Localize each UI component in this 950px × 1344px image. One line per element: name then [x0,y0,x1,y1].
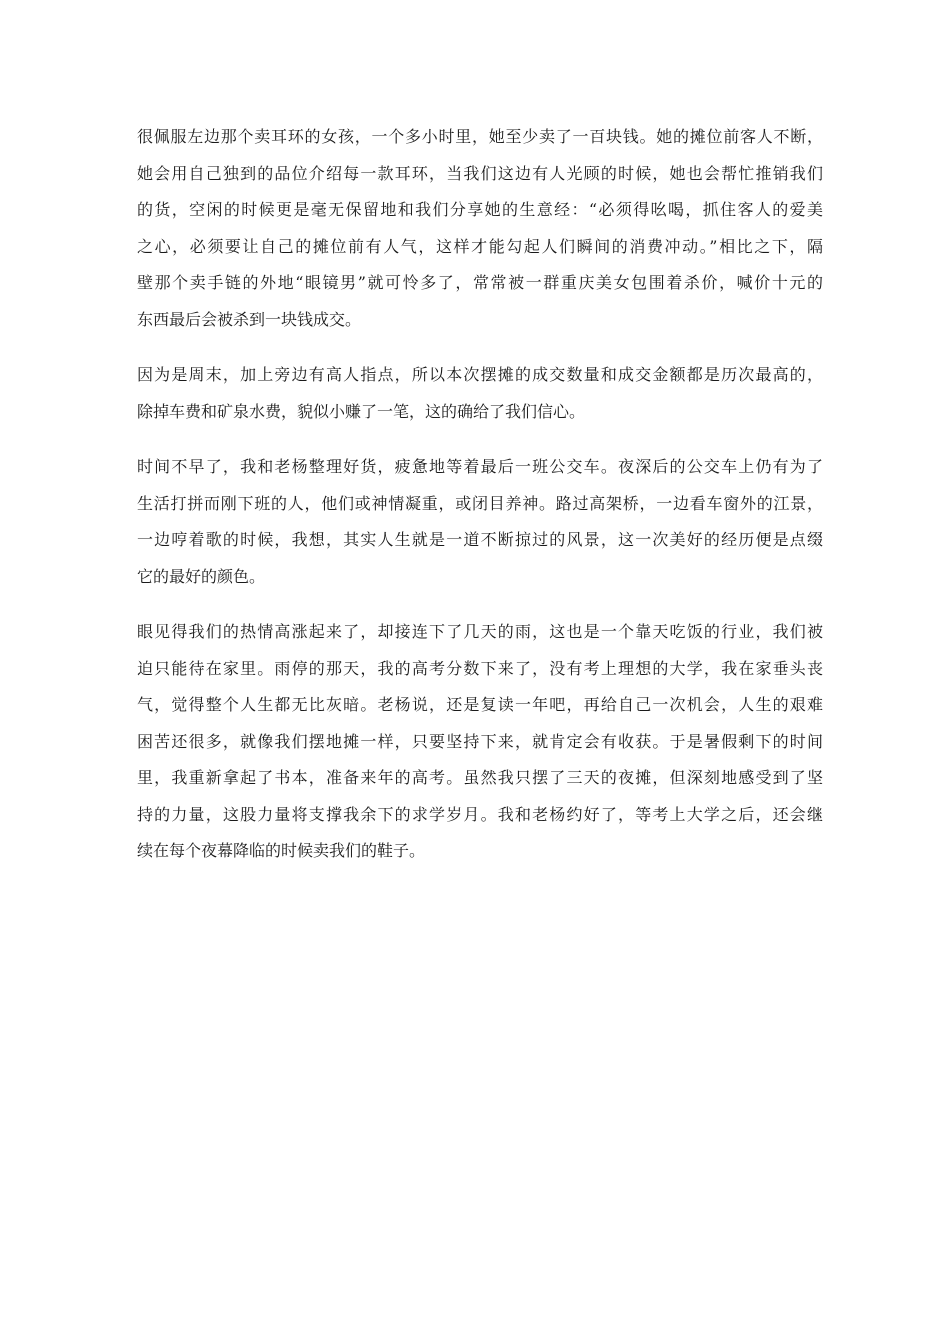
text-line: 气，觉得整个人生都无比灰暗。老杨说，还是复读一年吧，再给自己一次机会，人生的艰难 [137,695,823,714]
document-body [137,119,823,889]
text-line: 眼见得我们的热情高涨起来了，却接连下了几天的雨，这也是一个靠天吃饭的行业，我们被 [137,622,823,641]
text-line: 壁那个卖手链的外地“眼镜男”就可怜多了，常常被一群重庆美女包围着杀价，喊价十元的 [137,273,823,292]
text-line: 之心，必须要让自己的摊位前有人气，这样才能勾起人们瞬间的消费冲动。”相比之下，隔 [137,236,823,256]
text-line: 里，我重新拿起了书本，准备来年的高考。虽然我只摆了三天的夜摊，但深刻地感受到了坚 [137,768,823,787]
text-line: 它的最好的颜色。 [137,566,266,586]
paragraph-2 [137,357,823,430]
text-line: 很佩服左边那个卖耳环的女孩，一个多小时里，她至少卖了一百块钱。她的摊位前客人不断， [137,127,823,146]
text-line: 她会用自己独到的品位介绍每一款耳环，当我们这边有人光顾的时候，她也会帮忙推销我们 [137,163,823,183]
paragraph-4 [137,614,823,870]
text-line: 因为是周末，加上旁边有高人指点，所以本次摆摊的成交数量和成交金额都是历次最高的， [137,365,823,384]
text-line: 一边哼着歌的时候，我想，其实人生就是一道不断掠过的风景，这一次美好的经历便是点缀 [137,530,823,549]
text-line: 续在每个夜幕降临的时候卖我们的鞋子。 [137,841,426,860]
text-line: 生活打拼而刚下班的人，他们或神情凝重，或闭目养神。路过高架桥，一边看车窗外的江景， [137,493,823,513]
text-line: 的货，空闲的时候更是毫无保留地和我们分享她的生意经：“必须得吆喝，抓住客人的爱美 [137,200,823,219]
text-line: 东西最后会被杀到一块钱成交。 [137,309,362,329]
text-line: 持的力量，这股力量将支撑我余下的求学岁月。我和老杨约好了，等考上大学之后，还会继 [137,804,823,824]
paragraph-3 [137,449,823,595]
text-line: 迫只能待在家里。雨停的那天，我的高考分数下来了，没有考上理想的大学，我在家垂头丧 [137,658,823,678]
text-line: 困苦还很多，就像我们摆地摊一样，只要坚持下来，就肯定会有收获。于是暑假剩下的时间 [137,731,823,751]
text-line: 时间不早了，我和老杨整理好货，疲惫地等着最后一班公交车。夜深后的公交车上仍有为了 [137,457,823,476]
paragraph-1 [137,119,823,338]
text-line: 除掉车费和矿泉水费，貌似小赚了一笔，这的确给了我们信心。 [137,401,586,421]
